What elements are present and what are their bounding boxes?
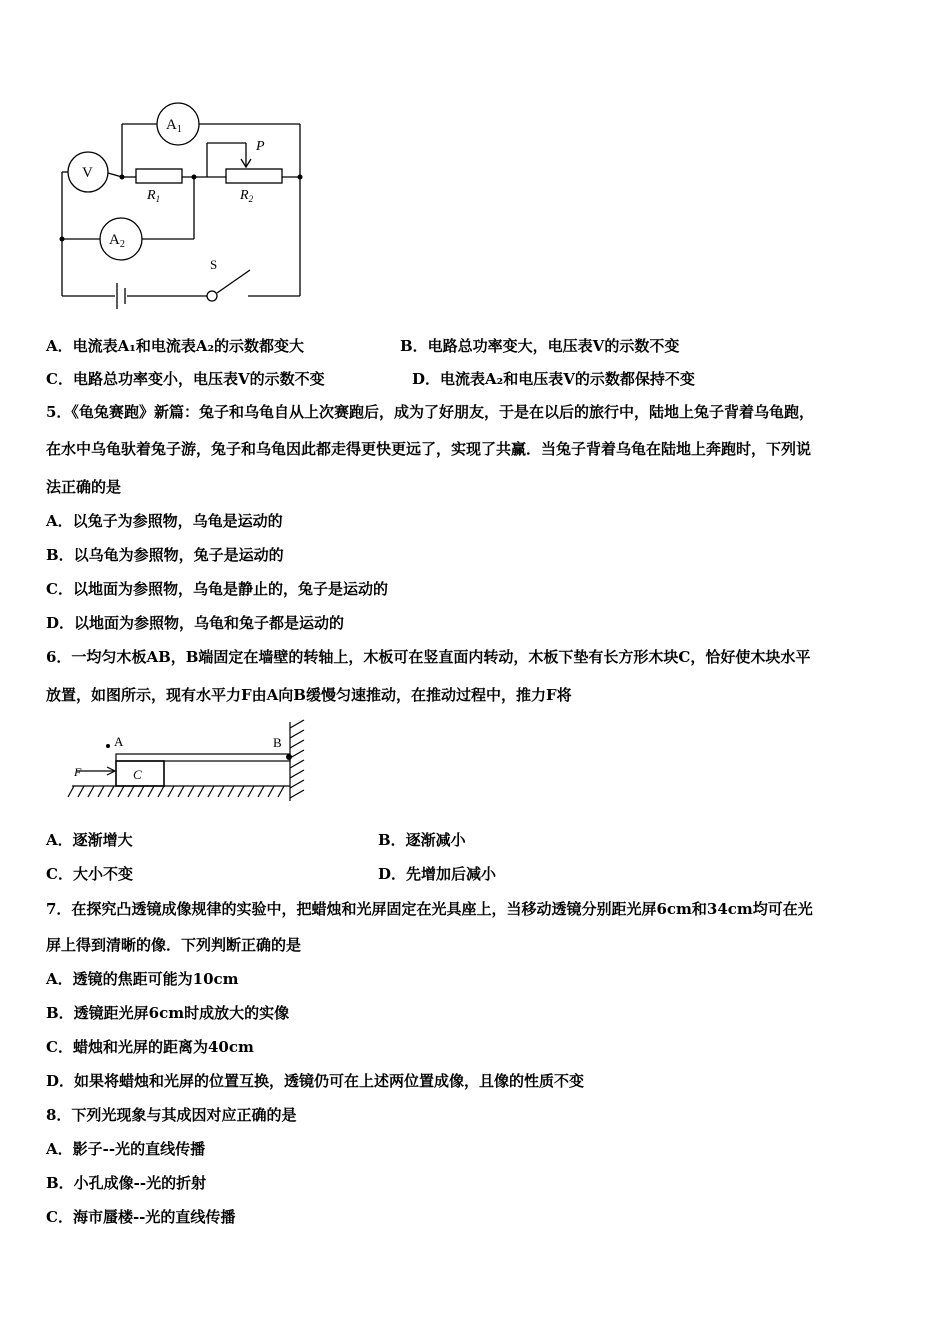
circuit-diagram — [50, 95, 320, 310]
q7-option-d: D．如果将蜡烛和光屏的位置互换，透镜仍可在上述两位置成像，且像的性质不变 — [46, 1072, 585, 1090]
label-c: C — [133, 767, 142, 782]
q6-stem-line2: 放置，如图所示，现有水平力F由A向B缓慢匀速推动，在推动过程中，推力F将 — [46, 686, 572, 704]
q7-stem-line2: 屏上得到清晰的像．下列判断正确的是 — [46, 936, 302, 954]
q4-option-a: A．电流表A₁和电流表A₂的示数都变大 — [46, 337, 305, 355]
ammeter-a1 — [157, 103, 199, 145]
q6-stem-line1: 6．一均匀木板AB，B端固定在墙壁的转轴上，木板可在竖直面内转动，木板下垫有长方形木块C，恰好使木块水平 — [46, 648, 811, 666]
q6-option-a: A．逐渐增大 — [46, 831, 133, 849]
q5-option-b: B．以乌龟为参照物，兔子是运动的 — [46, 546, 284, 564]
label-r2: $R_2$ — [240, 188, 254, 204]
svg-text:A1: $A_1$ — [166, 117, 182, 135]
label-b: B — [273, 735, 282, 750]
q8-stem: 8．下列光现象与其成因对应正确的是 — [46, 1106, 297, 1124]
q8-option-c: C．海市蜃楼--光的直线传播 — [46, 1208, 236, 1226]
q7-option-b: B．透镜距光屏6cm时成放大的实像 — [46, 1004, 290, 1022]
q6-option-d: D．先增加后减小 — [378, 865, 497, 883]
q5-stem-line1: 5．《龟兔赛跑》新篇：兔子和乌龟自从上次赛跑后，成为了好朋友，于是在以后的旅行中，陆地上兔子背着乌龟跑， — [46, 403, 814, 421]
voltmeter-v — [68, 152, 108, 192]
board-diagram — [60, 718, 340, 806]
q5-stem-line3: 法正确的是 — [46, 478, 122, 496]
q7-option-a: A．透镜的焦距可能为10cm — [46, 970, 239, 988]
q5-option-c: C．以地面为参照物，乌龟是静止的，兔子是运动的 — [46, 580, 388, 598]
ammeter-a2 — [100, 218, 142, 260]
svg-text:A2: $A_2$ — [109, 232, 125, 250]
q5-stem-line2: 在水中乌龟驮着兔子游，兔子和乌龟因此都走得更快更远了，实现了共赢．当兔子背着乌龟在陆地上奔跑时，下列说 — [46, 440, 812, 458]
q7-stem-line1: 7．在探究凸透镜成像规律的实验中，把蜡烛和光屏固定在光具座上，当移动透镜分别距光屏6cm和34cm均可在光 — [46, 900, 813, 918]
q8-option-a: A．影子--光的直线传播 — [46, 1140, 206, 1158]
q6-option-b: B．逐渐减小 — [378, 831, 466, 849]
q4-option-b: B．电路总功率变大，电压表V的示数不变 — [400, 337, 680, 355]
q5-option-d: D．以地面为参照物，乌龟和兔子都是运动的 — [46, 614, 345, 632]
q4-option-c: C．电路总功率变小，电压表V的示数不变 — [46, 370, 325, 388]
q5-option-a: A．以兔子为参照物，乌龟是运动的 — [46, 512, 283, 530]
svg-text:V: V — [82, 165, 93, 181]
label-s: S — [210, 257, 218, 272]
q7-option-c: C．蜡烛和光屏的距离为40cm — [46, 1038, 254, 1056]
label-r1: $R_1$ — [147, 188, 161, 204]
label-a: A — [114, 734, 124, 749]
q8-option-b: B．小孔成像--光的折射 — [46, 1174, 207, 1192]
q6-option-c: C．大小不变 — [46, 865, 133, 883]
label-f: F — [74, 765, 82, 779]
q4-option-d: D．电流表A₂和电压表V的示数都保持不变 — [412, 370, 695, 388]
label-p: P — [256, 139, 265, 154]
